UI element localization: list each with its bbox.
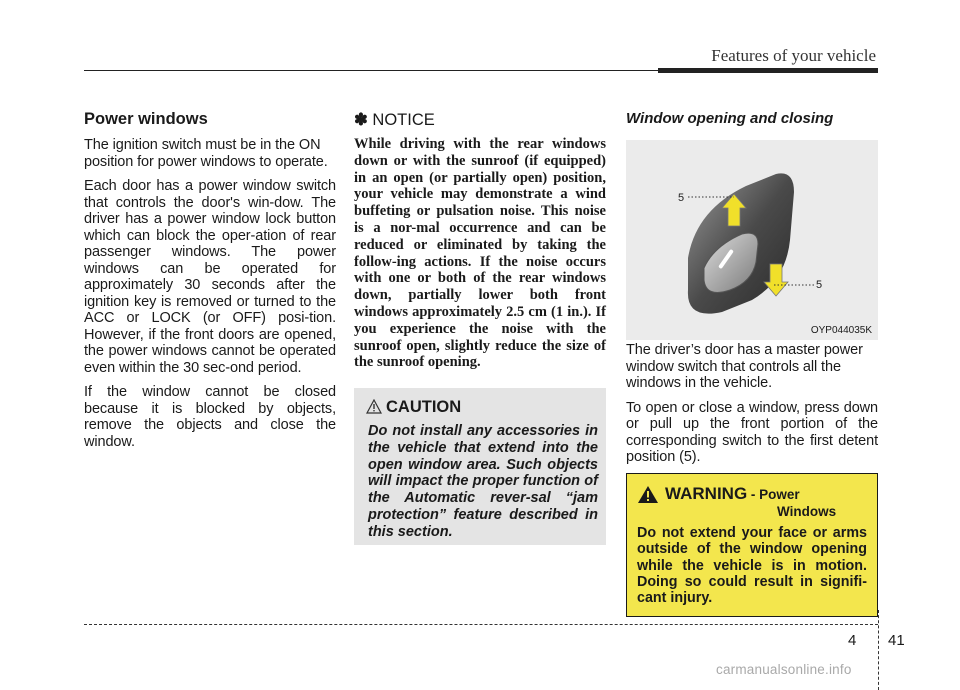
notice-label: NOTICE: [367, 111, 435, 129]
caution-box: [354, 388, 606, 545]
figure-code: OYP044035K: [810, 325, 872, 336]
warning-title: WARNING: [665, 484, 748, 503]
ignition-paragraph: The ignition switch must be in the ON position for power windows to operate.: [84, 137, 328, 170]
notice-star-icon: ✽: [354, 111, 368, 129]
watermark: carmanualsonline.info: [716, 662, 852, 677]
blocked-window-paragraph: If the window cannot be closed because it is blocked by objects, remove the objects and close the window.: [84, 384, 336, 450]
warning-subtitle-continued: Windows: [777, 504, 837, 519]
caution-body: Do not install any accessories in the vehicle that extend into the open window area. Such objects will impact the proper function of the Automatic rever-sal “jam protection” feature described in this section.: [368, 423, 598, 540]
footer-rule: [84, 624, 878, 625]
column-power-windows: [84, 110, 336, 458]
door-switch-paragraph: Each door has a power window switch that controls the door's win-dow. The driver has a power window lock button which can block the oper-ation of rear passenger windows. The power windows can be operated for approximately 30 seconds after the ignition key is removed or turned to the ACC or LOCK (or OFF) posi-tion. However, if the front doors are opened, the power windows cannot be operated even within the 30 sec-ond period.: [84, 178, 336, 376]
window-switch-illustration: [626, 140, 878, 340]
window-switch-figure: [626, 140, 878, 340]
section-title: Features of your vehicle: [711, 46, 876, 65]
callout-top-label: 5: [678, 192, 685, 204]
notice-heading: [354, 110, 606, 130]
caution-triangle-icon: [366, 399, 382, 414]
notice-body: While driving with the rear windows down or with the sunroof (if equipped) in an open (or partially open) position, your vehicle may demonstrate a wind buffeting or pulsation noise. This noise is a nor-mal occurrence and can be reduced or eliminated by taking the follow-ing actions. If the noise occurs with one or both of the rear windows down, partially lower both front windows approximately 2.5 cm (1 in.). If you experience the noise with the sunroof open, slightly reduce the size of the sunroof opening.: [354, 136, 606, 371]
window-opening-section: [626, 110, 878, 137]
warning-title-row: [637, 484, 867, 504]
chapter-number: 4: [848, 632, 857, 649]
footer-divider: [878, 610, 879, 690]
warning-triangle-icon: [637, 485, 659, 504]
page-number: 41: [888, 632, 905, 649]
warning-box: [626, 473, 878, 617]
header-rule-accent: [658, 68, 878, 73]
caution-title: CAUTION: [386, 398, 598, 417]
master-switch-paragraph: The driver’s door has a master power window switch that controls all the windows in the vehicle.: [626, 342, 863, 391]
callout-bottom-label: 5: [816, 279, 823, 291]
warning-subtitle: - Power: [747, 487, 800, 502]
column-notice: [354, 110, 606, 371]
warning-body: Do not extend your face or arms outside of the window opening while the vehicle is in motion. Doing so could result in signifi-cant injury.: [637, 525, 867, 607]
open-close-paragraph: To open or close a window, press down or pull up the front portion of the corresponding switch to the first detent position (5).: [626, 399, 878, 465]
power-windows-heading: Power windows: [84, 110, 208, 128]
window-opening-text: [626, 342, 878, 474]
window-opening-heading: Window opening and closing: [626, 110, 834, 127]
